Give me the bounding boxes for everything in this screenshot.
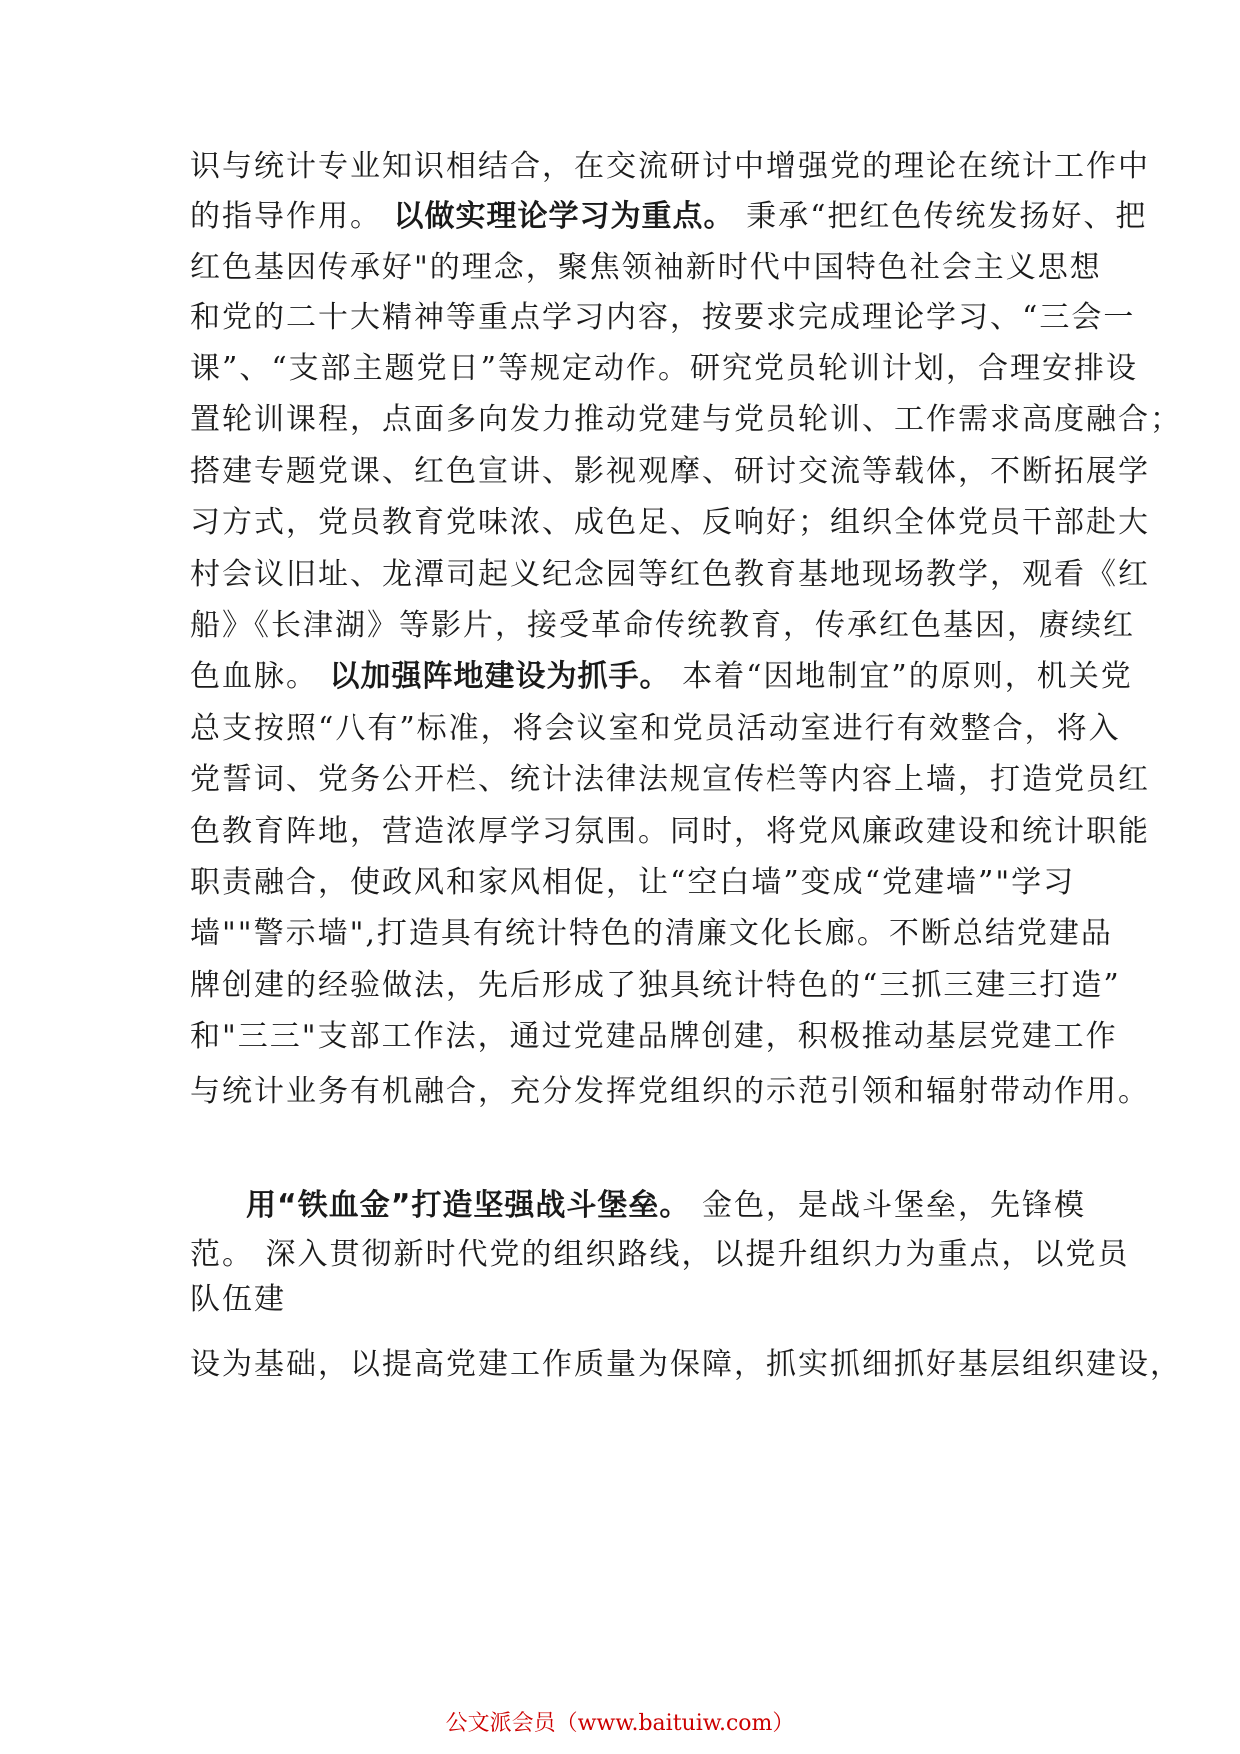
text-segment: 牌创建的经验做法，先后形成了独具统计特色的“三抓三建三打造” xyxy=(190,968,1121,1003)
text-line xyxy=(190,1235,1130,1275)
text-line xyxy=(190,503,1150,543)
text-line xyxy=(190,298,1135,338)
text-line xyxy=(190,452,1150,492)
text-segment: 课”、“支部主题党日”等规定动作。研究党员轮训计划，合理安排设 xyxy=(190,351,1139,386)
text-segment: 墙""警示墙",打造具有统计特色的清廉文化长廊。不断总结党建品 xyxy=(190,916,1113,951)
text-line xyxy=(190,760,1150,800)
text-segment: 范。 深入贯彻新时代党的组织路线，以提升组织力为重点，以党员 xyxy=(190,1237,1130,1272)
text-line xyxy=(190,248,1102,288)
text-line xyxy=(190,863,1075,903)
text-segment: 秉承“把红色传统发扬好、把 xyxy=(734,199,1148,234)
text-segment: 职责融合，使政风和家风相促，让“空白墙”变成“党建墙”"学习 xyxy=(190,865,1076,900)
text-line xyxy=(190,147,1150,187)
text-line xyxy=(190,197,1147,237)
text-line xyxy=(190,966,1121,1006)
text-segment: 色教育阵地，营造浓厚学习氛围。同时，将党风廉政建设和统计职能 xyxy=(190,814,1150,849)
text-segment: 和"三三"支部工作法，通过党建品牌创建，积极推动基层党建工作 xyxy=(190,1019,1118,1054)
text-segment: 金色，是战斗堡垒，先锋模 xyxy=(690,1188,1086,1223)
heading-emphasis: 以加强阵地建设为抓手。 xyxy=(329,659,671,694)
text-segment: 识与统计专业知识相结合，在交流研讨中增强党的理论在统计工作中 xyxy=(190,149,1150,184)
text-segment: 与统计业务有机融合，充分发挥党组织的示范引领和辐射带动作用。 xyxy=(190,1074,1150,1109)
text-line xyxy=(190,914,1113,954)
text-segment: 的指导作用。 xyxy=(190,199,394,234)
text-segment: 色血脉。 xyxy=(190,659,330,694)
text-line xyxy=(190,400,1182,440)
footer-watermark: 公文派会员（www.baituiw.com） xyxy=(445,1711,795,1736)
text-line xyxy=(190,709,1121,749)
text-segment: 和党的二十大精神等重点学习内容，按要求完成理论学习、“三会一 xyxy=(190,300,1136,335)
heading-emphasis: 以做实理论学习为重点。 xyxy=(393,199,735,234)
text-segment: 队伍建 xyxy=(190,1282,286,1317)
text-line xyxy=(190,1345,1182,1385)
text-segment: 设为基础，以提高党建工作质量为保障，抓实抓细抓好基层组织建设， xyxy=(190,1347,1182,1382)
text-line xyxy=(190,812,1150,852)
text-line xyxy=(190,1072,1150,1112)
text-segment: 本着“因地制宜”的原则，机关党 xyxy=(670,659,1133,694)
text-segment: 村会议旧址、龙潭司起义纪念园等红色教育基地现场教学，观看《红 xyxy=(190,557,1150,592)
text-line xyxy=(190,657,1133,697)
text-line xyxy=(190,606,1135,646)
text-line xyxy=(190,1017,1118,1057)
text-segment: 红色基因传承好"的理念，聚焦领袖新时代中国特色社会主义思想 xyxy=(190,250,1102,285)
text-segment: 置轮训课程，点面多向发力推动党建与党员轮训、工作需求高度融合； xyxy=(190,402,1182,437)
text-segment: 搭建专题党课、红色宣讲、影视观摩、研讨交流等载体，不断拓展学 xyxy=(190,454,1150,489)
text-segment: 总支按照“八有”标准，将会议室和党员活动室进行有效整合，将入 xyxy=(190,711,1121,746)
text-segment: 船》《长津湖》等影片，接受革命传统教育，传承红色基因，赓续红 xyxy=(190,608,1135,643)
text-line xyxy=(190,349,1138,389)
text-line xyxy=(190,555,1150,595)
text-segment: 党誓词、党务公开栏、统计法律法规宣传栏等内容上墙，打造党员红 xyxy=(190,762,1150,797)
text-segment: 习方式，党员教育党味浓、成色足、反响好；组织全体党员干部赴大 xyxy=(190,505,1150,540)
text-line xyxy=(246,1186,1086,1226)
text-line xyxy=(190,1280,286,1320)
heading-emphasis: 用“铁血金”打造坚强战斗堡垒。 xyxy=(246,1188,691,1223)
